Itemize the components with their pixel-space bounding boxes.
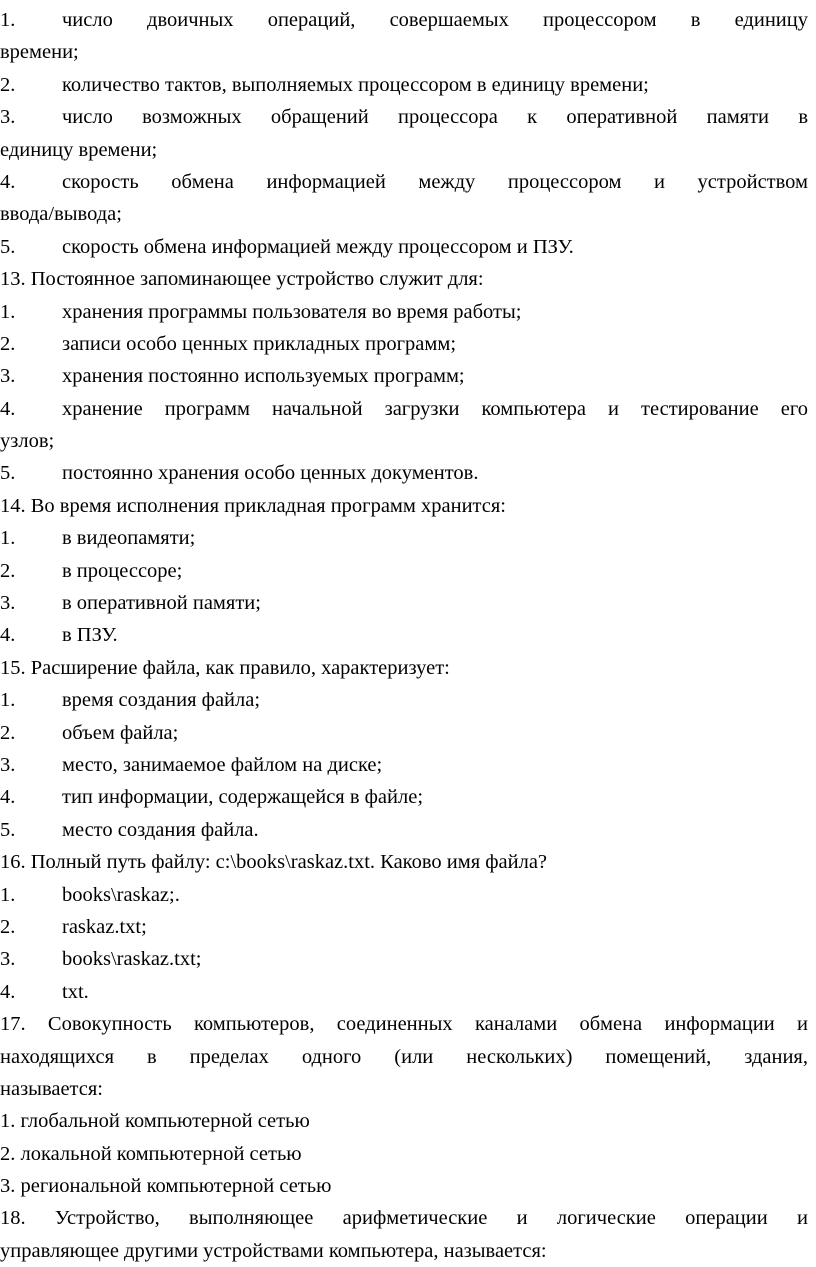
answer-line [0,522,808,554]
item-text: books\raskaz;. [62,883,180,906]
item-number: 4. [0,624,16,647]
answer-line [0,360,808,392]
text-line: 3. региональной компьютерной сетью [0,1175,332,1198]
item-number: 5. [0,235,16,258]
text-line: находящихся в пределах одного (или нескольких) помещений, здания, [0,1045,808,1068]
item-number: 4. [0,980,16,1003]
text-line: ввода/вывода; [0,203,122,226]
item-text: постоянно хранения особо ценных документов. [62,462,479,485]
answer-line [0,296,808,328]
text-line: 13. Постоянное запоминающее устройство служит для: [0,268,484,291]
answer-line [0,69,808,101]
item-text: число возможных обращений процессора к оперативной памяти в [62,106,808,129]
item-number: 1. [0,527,16,550]
text-line: называется: [0,1077,103,1100]
item-text: место создания файла. [62,818,259,841]
item-text: тип информации, содержащейся в файле; [62,786,424,809]
item-number: 2. [0,559,16,582]
answer-line [0,587,808,619]
text-line: 2. локальной компьютерной сетью [0,1142,302,1165]
item-text: raskaz.txt; [62,915,147,938]
item-number: 4. [0,170,16,193]
item-number: 3. [0,948,16,971]
item-number: 1. [0,9,16,31]
answer-line [0,911,808,943]
item-number: 1. [0,689,16,712]
answer-line [0,619,808,651]
answer-line [0,684,808,716]
text-line: 15. Расширение файла, как правило, характеризует: [0,656,450,679]
item-text: записи особо ценных прикладных программ; [62,332,457,355]
item-number: 1. [0,300,16,323]
text-line: 1. глобальной компьютерной сетью [0,1110,310,1133]
answer-line [0,555,808,587]
item-number: 4. [0,786,16,809]
answer-line [0,879,808,911]
item-text: место, занимаемое файлом на диске; [62,753,383,776]
item-number: 2. [0,332,16,355]
answer-line [0,4,808,36]
answer-line [0,328,808,360]
answer-line [0,457,808,489]
answer-line [0,943,808,975]
item-text: время создания файла; [62,689,261,712]
item-number: 2. [0,73,16,96]
answer-line [0,231,808,263]
text-line: 17. Совокупность компьютеров, соединенных каналами обмена информации и [0,1013,808,1036]
answer-line [0,781,808,813]
item-number: 3. [0,592,16,615]
text-line: времени; [0,41,79,64]
item-text: скорость обмена информацией между процессором и ПЗУ. [62,235,574,258]
item-number: 4. [0,397,16,420]
answer-line [0,749,808,781]
item-number: 3. [0,753,16,776]
item-text: число двоичных операций, совершаемых процессором в единицу [62,9,808,31]
text-line: управляющее другими устройствами компьютера, называется: [0,1239,547,1262]
item-text: хранение программ начальной загрузки компьютера и тестирование его [62,397,808,420]
answer-line [0,976,808,1008]
item-number: 2. [0,915,16,938]
item-number: 3. [0,365,16,388]
item-number: 5. [0,462,16,485]
document-page [0,4,808,1267]
item-text: в видеопамяти; [62,527,196,550]
item-text: в ПЗУ. [62,624,118,647]
answer-line [0,101,808,133]
answer-line [0,166,808,198]
item-text: объем файла; [62,721,179,744]
answer-line [0,717,808,749]
item-text: в процессоре; [62,559,183,582]
item-text: txt. [62,980,89,1003]
answer-line [0,814,808,846]
text-line: 16. Полный путь файлу: c:\books\raskaz.txt. Каково имя файла? [0,851,548,874]
item-text: хранения программы пользователя во время работы; [62,300,522,323]
text-line: единицу времени; [0,138,158,161]
item-text: скорость обмена информацией между процессором и устройством [62,170,808,193]
item-number: 1. [0,883,16,906]
item-text: books\raskaz.txt; [62,948,202,971]
text-line: узлов; [0,430,55,453]
item-text: хранения постоянно используемых программ; [62,365,465,388]
item-number: 3. [0,106,16,129]
text-line: 18. Устройство, выполняющее арифметические и логические операции и [0,1207,808,1230]
item-text: количество тактов, выполняемых процессором в единицу времени; [62,73,649,96]
item-number: 5. [0,818,16,841]
answer-line [0,393,808,425]
text-line: 14. Во время исполнения прикладная программ хранится: [0,494,506,517]
item-text: в оперативной памяти; [62,592,261,615]
item-number: 2. [0,721,16,744]
